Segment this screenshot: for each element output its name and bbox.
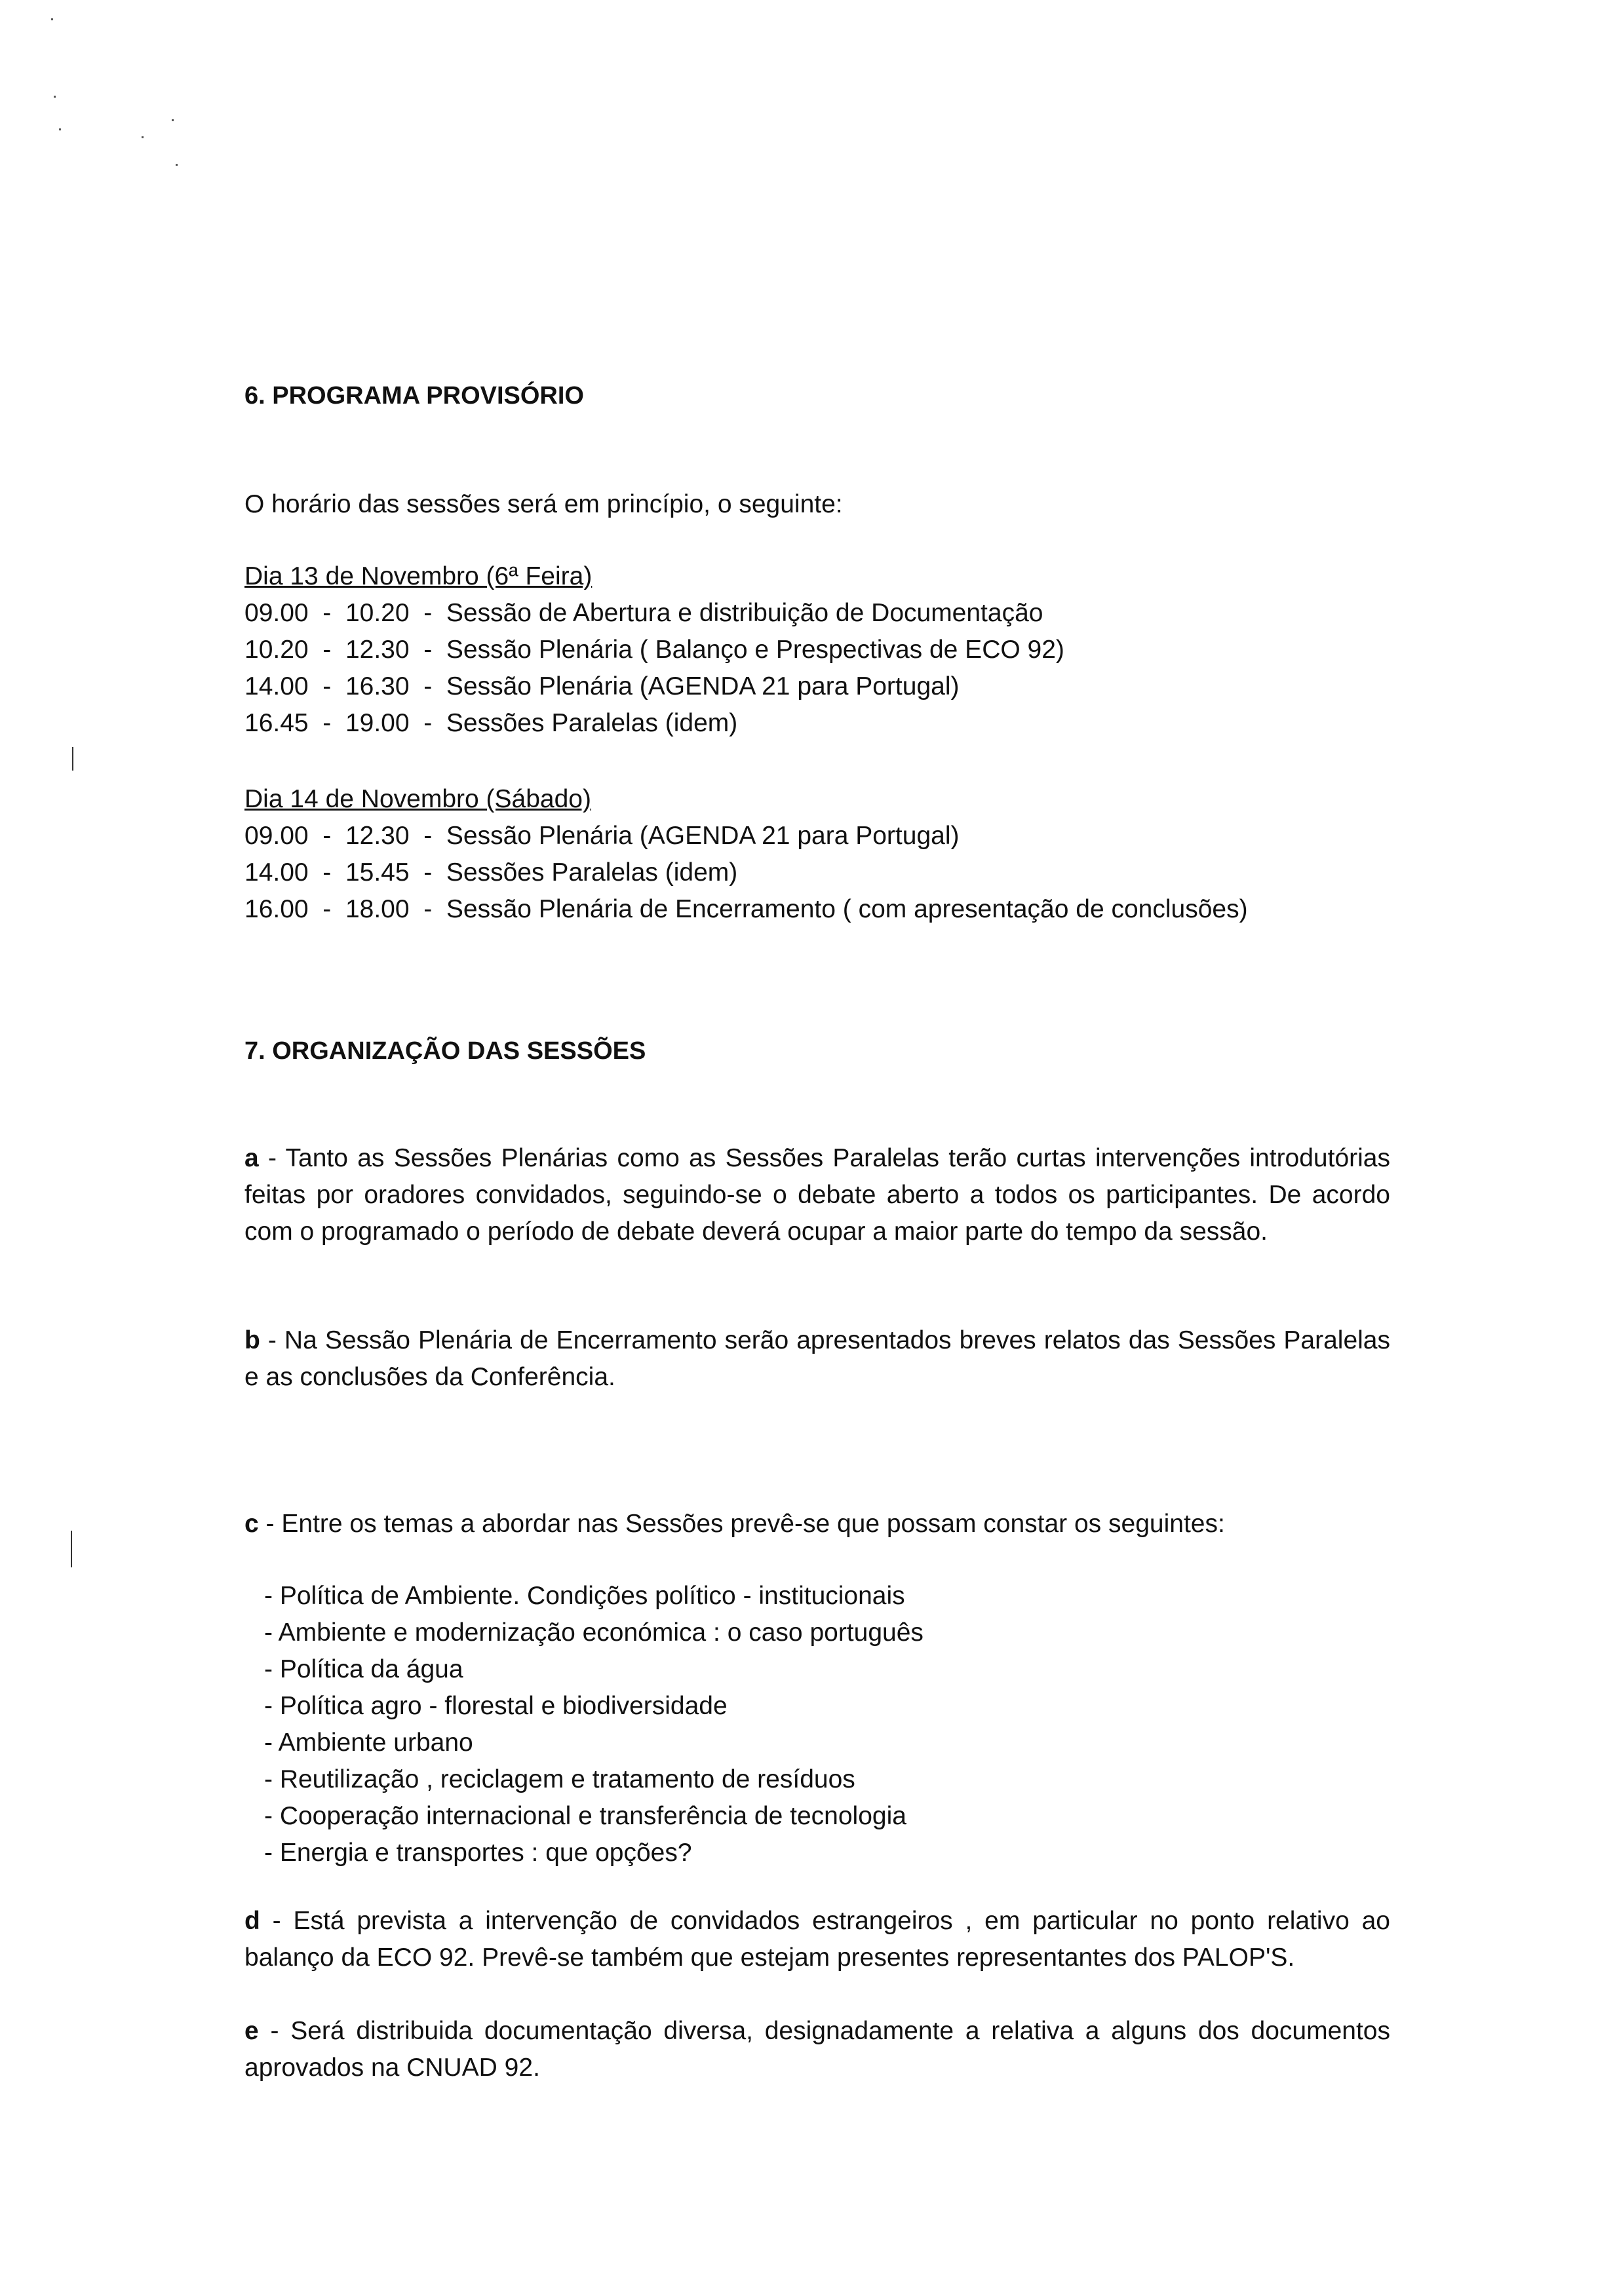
schedule-row: 14.00 - 15.45 - Sessões Paralelas (idem) [244, 858, 738, 887]
scan-speck [176, 164, 178, 166]
topics-list [264, 1578, 924, 1871]
session-description: Sessões Paralelas (idem) [446, 858, 738, 887]
list-item: - Ambiente urbano [264, 1729, 473, 1757]
scan-speck [51, 18, 53, 20]
end-time: 16.30 [345, 672, 410, 700]
scan-speck [142, 136, 144, 138]
start-time: 16.45 [244, 709, 309, 737]
start-time: 10.20 [244, 636, 309, 664]
session-description: Sessão Plenária (AGENDA 21 para Portugal) [446, 672, 960, 700]
schedule-row: 10.20 - 12.30 - Sessão Plenária ( Balanço e Prespectivas de ECO 92) [244, 636, 1064, 664]
session-description: Sessão Plenária ( Balanço e Prespectivas de ECO 92) [446, 636, 1064, 664]
margin-mark [72, 747, 73, 771]
item-letter: a [244, 1144, 259, 1172]
list-item: - Política agro - florestal e biodiversidade [264, 1692, 728, 1720]
list-item: - Política da água [264, 1655, 463, 1683]
schedule-intro: O horário das sessões será em princípio, o seguinte: [244, 490, 843, 518]
section-6-heading: 6. PROGRAMA PROVISÓRIO [244, 382, 584, 410]
section-7-heading: 7. ORGANIZAÇÃO DAS SESSÕES [244, 1037, 646, 1065]
list-item: - Política de Ambiente. Condições político - institucionais [264, 1582, 905, 1610]
schedule-row: 09.00 - 10.20 - Sessão de Abertura e distribuição de Documentação [244, 599, 1043, 627]
end-time: 15.45 [345, 858, 410, 887]
session-description: Sessão de Abertura e distribuição de Documentação [446, 599, 1043, 627]
item-text: - Entre os temas a abordar nas Sessões prevê-se que possam constar os seguintes: [258, 1510, 1225, 1538]
item-letter: d [244, 1907, 260, 1935]
end-time: 10.20 [345, 599, 410, 627]
day-1-title: Dia 13 de Novembro (6ª Feira) [244, 562, 593, 590]
item-text: - Tanto as Sessões Plenárias como as Sessões Paralelas terão curtas intervenções introdutórias feitas por oradores convidados, seguindo-se o debate aberto a todos os participantes. De acordo com o programado o período de debate deverá ocupar a maior parte do tempo da sessão. [244, 1144, 1390, 1246]
item-text: - Será distribuida documentação diversa, designadamente a relativa a alguns dos documentos aprovados na CNUAD 92. [244, 2017, 1390, 2082]
schedule-row: 09.00 - 12.30 - Sessão Plenária (AGENDA 21 para Portugal) [244, 822, 960, 850]
start-time: 09.00 [244, 599, 309, 627]
item-e [244, 2013, 1390, 2086]
session-description: Sessão Plenária de Encerramento ( com apresentação de conclusões) [446, 895, 1248, 923]
scan-speck [59, 128, 61, 130]
list-item: - Reutilização , reciclagem e tratamento de resíduos [264, 1765, 855, 1793]
list-item: - Ambiente e modernização económica : o caso português [264, 1618, 924, 1647]
schedule-row: 16.00 - 18.00 - Sessão Plenária de Encerramento ( com apresentação de conclusões) [244, 895, 1248, 923]
start-time: 16.00 [244, 895, 309, 923]
list-item: - Cooperação internacional e transferência de tecnologia [264, 1802, 906, 1830]
item-letter: b [244, 1326, 260, 1354]
item-d [244, 1903, 1390, 1976]
margin-mark [71, 1531, 72, 1567]
scan-speck [172, 119, 174, 121]
end-time: 12.30 [345, 822, 410, 850]
item-text: - Na Sessão Plenária de Encerramento serão apresentados breves relatos das Sessões Paralelas e as conclusões da Conferência. [244, 1326, 1390, 1391]
end-time: 19.00 [345, 709, 410, 737]
item-c [244, 1506, 1390, 1542]
schedule-row: 14.00 - 16.30 - Sessão Plenária (AGENDA 21 para Portugal) [244, 672, 960, 700]
start-time: 14.00 [244, 858, 309, 887]
end-time: 12.30 [345, 636, 410, 664]
session-description: Sessões Paralelas (idem) [446, 709, 738, 737]
end-time: 18.00 [345, 895, 410, 923]
scan-speck [54, 96, 56, 98]
session-description: Sessão Plenária (AGENDA 21 para Portugal) [446, 822, 960, 850]
start-time: 14.00 [244, 672, 309, 700]
item-b [244, 1322, 1390, 1396]
list-item: - Energia e transportes : que opções? [264, 1839, 692, 1867]
start-time: 09.00 [244, 822, 309, 850]
day-2-title: Dia 14 de Novembro (Sábado) [244, 785, 591, 813]
schedule-row: 16.45 - 19.00 - Sessões Paralelas (idem) [244, 709, 738, 737]
item-a [244, 1140, 1390, 1250]
item-letter: c [244, 1510, 259, 1538]
item-text: - Está prevista a intervenção de convidados estrangeiros , em particular no ponto relativo ao balanço da ECO 92. Prevê-se também que estejam presentes representantes dos PALOP'S. [244, 1907, 1390, 1972]
item-letter: e [244, 2017, 259, 2045]
